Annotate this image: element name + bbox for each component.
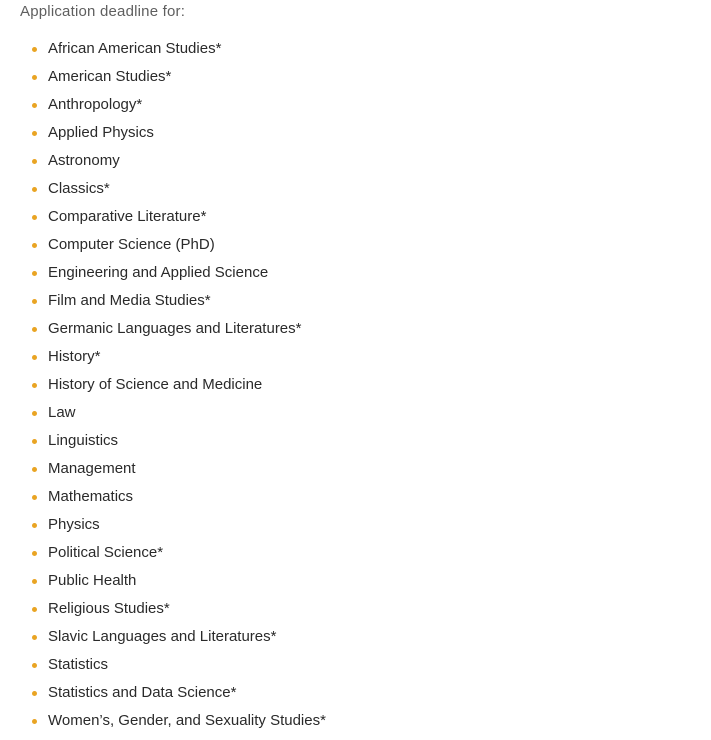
bullet-icon [32, 439, 37, 444]
bullet-icon [32, 495, 37, 500]
program-list [32, 39, 326, 739]
program-label: Political Science* [48, 544, 164, 561]
bullet-icon [32, 187, 37, 192]
bullet-icon [32, 271, 37, 276]
program-label: Statistics [48, 656, 109, 673]
program-label: Statistics and Data Science* [48, 684, 237, 701]
program-label: Anthropology* [48, 96, 143, 113]
list-item [32, 711, 326, 739]
bullet-icon [32, 551, 37, 556]
bullet-icon [32, 523, 37, 528]
bullet-icon [32, 103, 37, 108]
list-item [32, 571, 326, 599]
list-item [32, 431, 326, 459]
bullet-icon [32, 411, 37, 416]
list-item [32, 207, 326, 235]
bullet-icon [32, 607, 37, 612]
list-item [32, 319, 326, 347]
program-label: Germanic Languages and Literatures* [48, 320, 302, 337]
bullet-icon [32, 663, 37, 668]
program-label: Applied Physics [48, 124, 154, 141]
program-label: Law [48, 404, 76, 421]
program-label: Linguistics [48, 432, 119, 449]
list-item [32, 291, 326, 319]
list-item [32, 627, 326, 655]
bullet-icon [32, 131, 37, 136]
program-label: American Studies* [48, 68, 172, 85]
program-label: Comparative Literature* [48, 208, 207, 225]
list-item [32, 39, 326, 67]
bullet-icon [32, 243, 37, 248]
page-heading: Application deadline for: [20, 3, 186, 20]
list-item [32, 599, 326, 627]
program-label: Women’s, Gender, and Sexuality Studies* [48, 712, 326, 729]
program-label: Physics [48, 516, 100, 533]
bullet-icon [32, 383, 37, 388]
bullet-icon [32, 159, 37, 164]
program-label: Classics* [48, 180, 110, 197]
program-label: Mathematics [48, 488, 134, 505]
program-label: Slavic Languages and Literatures* [48, 628, 277, 645]
program-label: History* [48, 348, 101, 365]
bullet-icon [32, 579, 37, 584]
list-item [32, 263, 326, 291]
bullet-icon [32, 635, 37, 640]
bullet-icon [32, 467, 37, 472]
program-label: African American Studies* [48, 40, 222, 57]
list-item [32, 95, 326, 123]
bullet-icon [32, 75, 37, 80]
list-item [32, 403, 326, 431]
bullet-icon [32, 691, 37, 696]
list-item [32, 459, 326, 487]
program-label: Computer Science (PhD) [48, 236, 215, 253]
list-item [32, 683, 326, 711]
program-label: Astronomy [48, 152, 120, 169]
program-label: Film and Media Studies* [48, 292, 211, 309]
list-item [32, 123, 326, 151]
list-item [32, 151, 326, 179]
bullet-icon [32, 355, 37, 360]
list-item [32, 375, 326, 403]
list-item [32, 543, 326, 571]
program-label: Religious Studies* [48, 600, 170, 617]
program-label: Management [48, 460, 136, 477]
list-item [32, 515, 326, 543]
bullet-icon [32, 47, 37, 52]
list-item [32, 487, 326, 515]
program-label: Engineering and Applied Science [48, 264, 269, 281]
program-label: Public Health [48, 572, 137, 589]
program-label: History of Science and Medicine [48, 376, 263, 393]
bullet-icon [32, 299, 37, 304]
list-item [32, 67, 326, 95]
bullet-icon [32, 327, 37, 332]
bullet-icon [32, 215, 37, 220]
list-item [32, 179, 326, 207]
list-item [32, 235, 326, 263]
list-item [32, 347, 326, 375]
bullet-icon [32, 719, 37, 724]
list-item [32, 655, 326, 683]
